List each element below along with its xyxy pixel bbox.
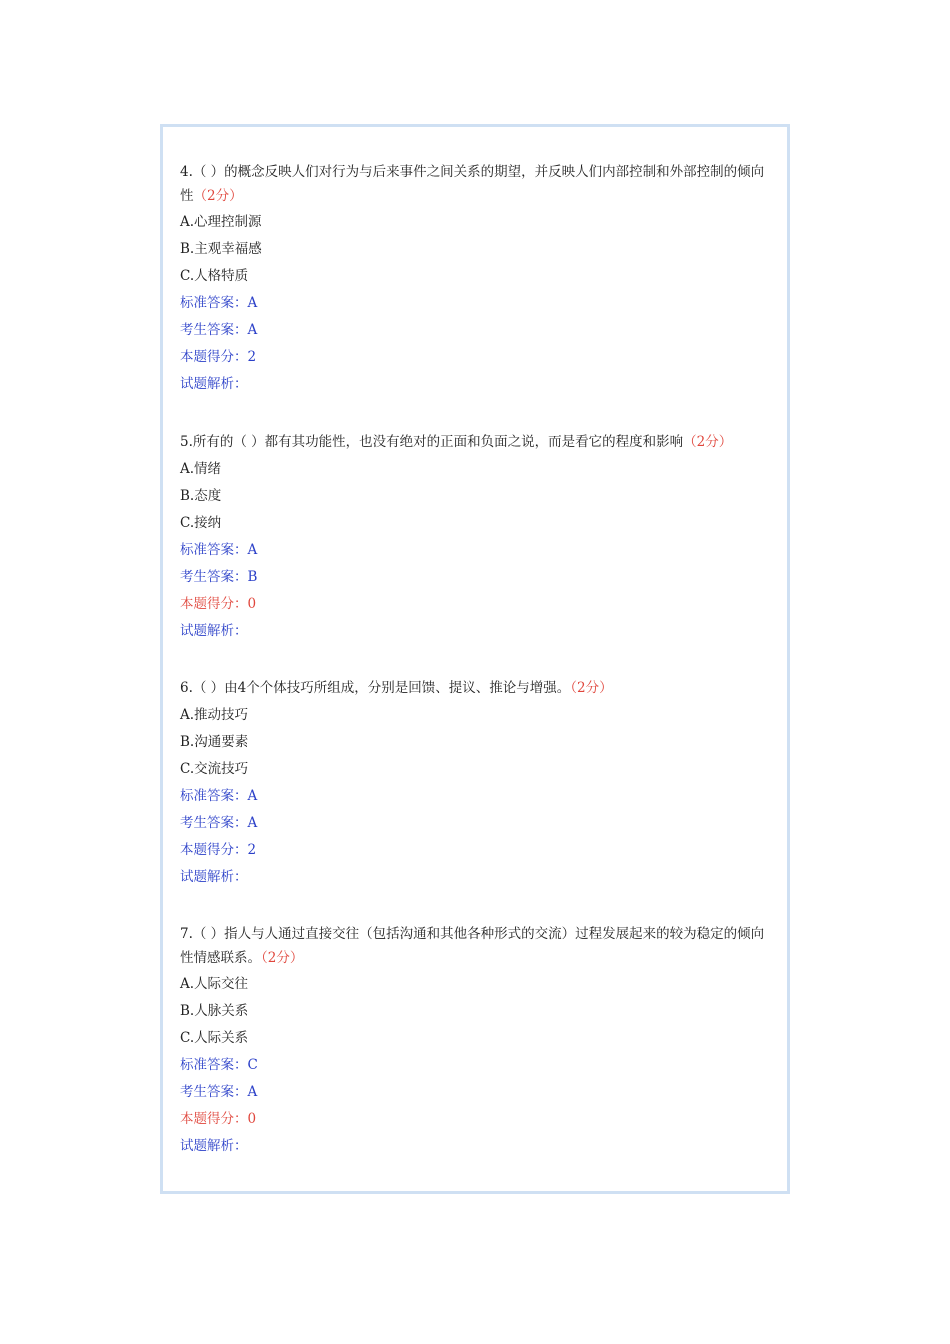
option-c: C.人际关系 xyxy=(180,1030,249,1046)
question-analysis: 试题解析： xyxy=(180,623,248,639)
question-7 xyxy=(180,922,777,1161)
question-score: 本题得分：0 xyxy=(180,596,257,612)
option-a: A.情绪 xyxy=(180,461,222,477)
option-b: B.沟通要素 xyxy=(180,734,249,750)
option-b: B.人脉关系 xyxy=(180,1003,249,1019)
option-a: A.推动技巧 xyxy=(180,707,249,723)
question-analysis: 试题解析： xyxy=(180,869,248,885)
question-analysis: 试题解析： xyxy=(180,1138,248,1154)
option-b: B.主观幸福感 xyxy=(180,241,262,257)
question-stem: 7.（ ）指人与人通过直接交往（包括沟通和其他各种形式的交流）过程发展起来的较为稳定的倾向性情感联系。（2分） xyxy=(180,926,765,966)
option-c: C.人格特质 xyxy=(180,268,249,284)
standard-answer: 标准答案：A xyxy=(180,788,258,804)
standard-answer: 标准答案：C xyxy=(180,1057,258,1073)
question-points: （2分） xyxy=(261,950,304,966)
question-points: （2分） xyxy=(570,680,613,696)
question-5 xyxy=(180,430,777,646)
option-c: C.接纳 xyxy=(180,515,222,531)
exam-results-panel xyxy=(160,124,790,1194)
student-answer: 考生答案：A xyxy=(180,1084,258,1100)
standard-answer: 标准答案：A xyxy=(180,542,258,558)
standard-answer: 标准答案：A xyxy=(180,295,258,311)
question-6 xyxy=(180,676,777,892)
option-c: C.交流技巧 xyxy=(180,761,249,777)
question-score: 本题得分：2 xyxy=(180,349,257,365)
question-analysis: 试题解析： xyxy=(180,376,248,392)
question-points: （2分） xyxy=(193,188,243,204)
question-stem: 6.（ ）由4个个体技巧所组成，分别是回馈、提议、推论与增强。（2分） xyxy=(180,680,613,696)
option-a: A.人际交往 xyxy=(180,976,249,992)
option-b: B.态度 xyxy=(180,488,222,504)
question-stem: 5.所有的（ ）都有其功能性，也没有绝对的正面和负面之说，而是看它的程度和影响（2分） xyxy=(180,434,733,450)
student-answer: 考生答案：A xyxy=(180,815,258,831)
question-4 xyxy=(180,160,777,399)
question-stem: 4.（ ）的概念反映人们对行为与后来事件之间关系的期望，并反映人们内部控制和外部控制的倾向性（2分） xyxy=(180,164,765,204)
question-points: （2分） xyxy=(683,434,733,450)
student-answer: 考生答案：B xyxy=(180,569,258,585)
question-score: 本题得分：2 xyxy=(180,842,257,858)
question-score: 本题得分：0 xyxy=(180,1111,257,1127)
option-a: A.心理控制源 xyxy=(180,214,262,230)
student-answer: 考生答案：A xyxy=(180,322,258,338)
